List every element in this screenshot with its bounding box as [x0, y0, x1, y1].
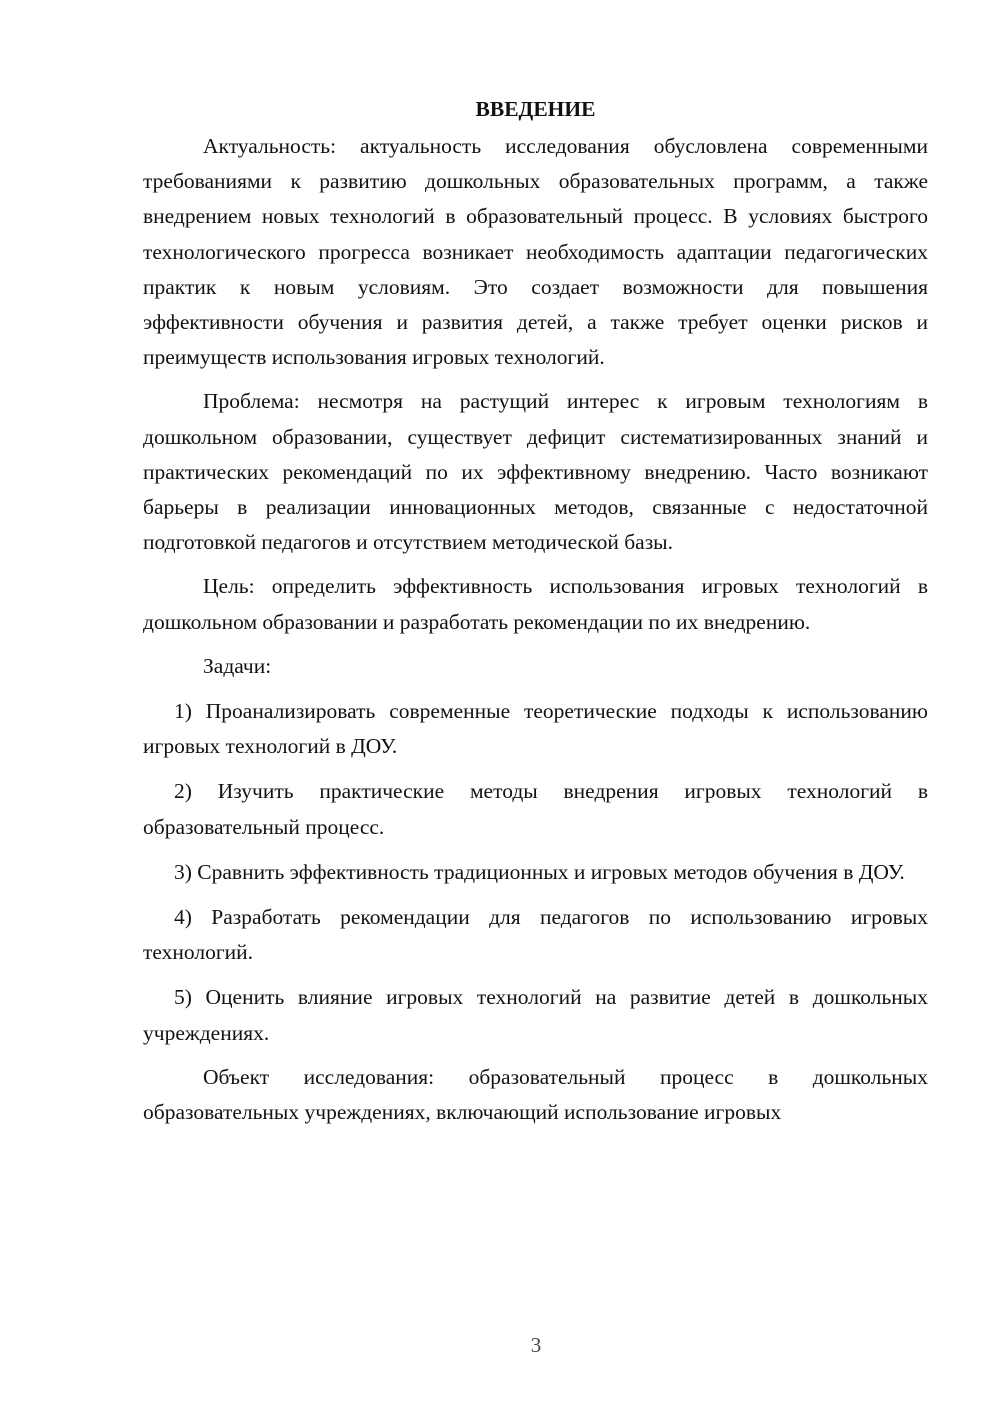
- object-paragraph: Объект исследования: образовательный процесс в дошкольных образовательных учреждениях, включающий использование игровых: [143, 1064, 928, 1125]
- task-item-1: 1) Проанализировать современные теоретические подходы к использованию игровых технологий в ДОУ.: [143, 699, 928, 759]
- task-item-4: 4) Разработать рекомендации для педагогов по использованию игровых технологий.: [143, 905, 928, 965]
- task-item-5: 5) Оценить влияние игровых технологий на развитие детей в дошкольных учреждениях.: [143, 985, 928, 1045]
- relevance-paragraph: Актуальность: актуальность исследования обусловлена современными требованиями к развитию дошкольных образовательных программ, а также внедрением новых технологий в образовательный процесс. В условиях быстрого технологического прогресса возникает необходимость адаптации педагогических практик к новым условиям. Это создает возможности для повышения эффективности обучения и развития детей, а также требует оценки рисков и преимуществ использования игровых технологий.: [143, 134, 928, 370]
- problem-paragraph: Проблема: несмотря на растущий интерес к игровым технологиям в дошкольном образовании, существует дефицит систематизированных знаний и практических рекомендаций по их эффективному внедрению. Часто возникают барьеры в реализации инновационных методов, связанные с недостаточной подготовкой педагогов и отсутствием методической базы.: [143, 389, 928, 555]
- page-content: [143, 92, 928, 1130]
- task-item-3: 3) Сравнить эффективность традиционных и игровых методов обучения в ДОУ.: [174, 859, 905, 884]
- page-number: 3: [530, 1333, 542, 1357]
- section-title: ВВЕДЕНИЕ: [475, 97, 596, 121]
- tasks-list: [143, 694, 928, 1051]
- tasks-heading: Задачи:: [203, 653, 272, 678]
- goal-paragraph: Цель: определить эффективность использования игровых технологий в дошкольном образовании и разработать рекомендации по их внедрению.: [143, 574, 928, 634]
- task-item-2: 2) Изучить практические методы внедрения игровых технологий в образовательный процесс.: [143, 779, 928, 839]
